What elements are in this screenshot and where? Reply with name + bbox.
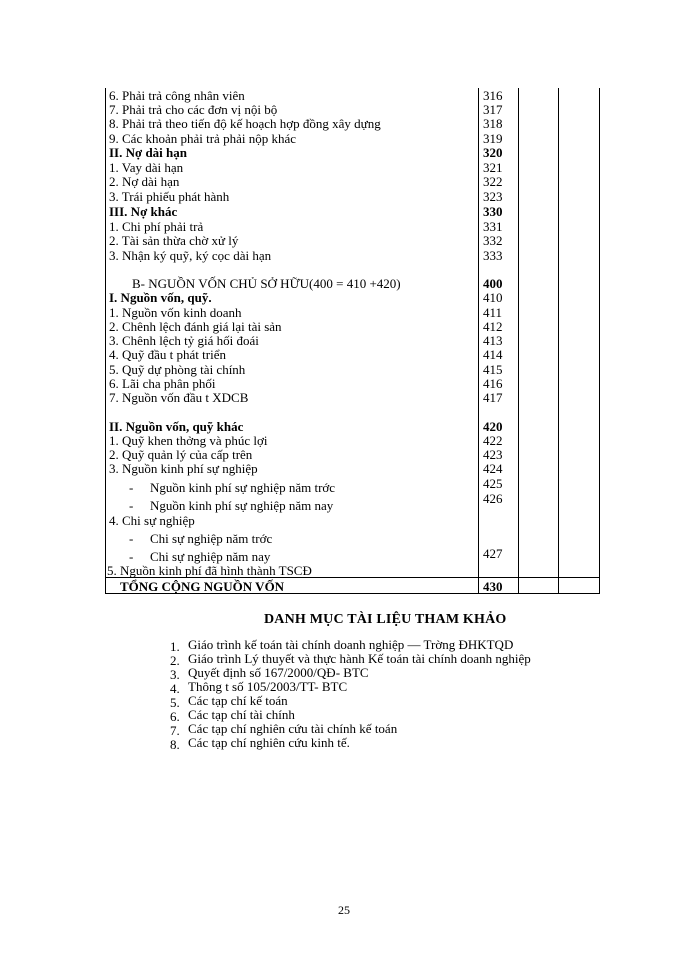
- row-label: 1. Vay dài hạn: [109, 160, 184, 175]
- balance-sheet-table: [105, 88, 600, 594]
- row-label: 5. Quỹ dự phòng tài chính: [109, 362, 246, 377]
- row-label: 3. Trái phiếu phát hành: [109, 189, 230, 204]
- row-code: 430: [483, 579, 503, 594]
- row-code: 422: [483, 433, 503, 448]
- row-label: 3. Nhận ký quỹ, ký cọc dài hạn: [109, 248, 272, 263]
- list-text: Các tạp chí tài chính: [188, 707, 295, 722]
- row-label: 1. Chi phí phải trả: [109, 219, 204, 234]
- row-label: I. Nguồn vốn, quỹ.: [109, 290, 212, 305]
- column-divider: [558, 88, 559, 593]
- row-code: 318: [483, 116, 503, 131]
- row-code: 412: [483, 319, 503, 334]
- row-code: 317: [483, 102, 503, 117]
- row-code: 332: [483, 233, 503, 248]
- row-label: Chi sự nghiệp năm trớc: [150, 531, 273, 546]
- list-number: 8.: [170, 737, 180, 752]
- row-code: 331: [483, 219, 503, 234]
- column-divider: [518, 88, 519, 593]
- row-label: 3. Nguồn kinh phí sự nghiệp: [109, 461, 258, 476]
- list-text: Giáo trình Lý thuyết và thực hành Kế toán tài chính doanh nghiệp: [188, 651, 531, 666]
- list-number: 4.: [170, 681, 180, 696]
- row-label: 1. Quỹ khen thởng và phúc lợi: [109, 433, 268, 448]
- row-code: 330: [483, 204, 503, 219]
- list-number: 6.: [170, 709, 180, 724]
- row-label: B- NGUỒN VỐN CHỦ SỞ HỮU(400 = 410 +420): [132, 276, 401, 291]
- row-code: 322: [483, 174, 503, 189]
- row-code: 424: [483, 461, 503, 476]
- row-code: 423: [483, 447, 503, 462]
- row-label: 2. Nợ dài hạn: [109, 174, 180, 189]
- row-label: II. Nguồn vốn, quỹ khác: [109, 419, 244, 434]
- row-label: 7. Phải trả cho các đơn vị nội bộ: [109, 102, 278, 117]
- row-code: 414: [483, 347, 503, 362]
- dash-bullet: -: [129, 498, 134, 513]
- row-code: 323: [483, 189, 503, 204]
- row-code: 427: [483, 546, 503, 561]
- list-text: Các tạp chí nghiên cứu kinh tế.: [188, 735, 350, 750]
- list-number: 7.: [170, 723, 180, 738]
- row-label: TỔNG CỘNG NGUỒN VỐN: [120, 579, 285, 594]
- row-label: 2. Quỹ quản lý của cấp trên: [109, 447, 253, 462]
- references-title: DANH MỤC TÀI LIỆU THAM KHẢO: [264, 612, 507, 627]
- row-label: 5. Nguồn kinh phí đã hình thành TSCĐ: [107, 563, 312, 578]
- row-code: 413: [483, 333, 503, 348]
- row-code: 410: [483, 290, 503, 305]
- page-number: 25: [338, 903, 350, 917]
- row-label: 8. Phải trả theo tiến độ kế hoạch hợp đồng xây dựng: [109, 116, 381, 131]
- list-number: 2.: [170, 653, 180, 668]
- row-label: 9. Các khoản phải trả phải nộp khác: [109, 131, 296, 146]
- list-number: 3.: [170, 667, 180, 682]
- column-divider: [478, 88, 479, 593]
- list-text: Thông t số 105/2003/TT- BTC: [188, 679, 348, 694]
- row-label: III. Nợ khác: [109, 204, 178, 219]
- list-text: Giáo trình kế toán tài chính doanh nghiệp — Trờng ĐHKTQD: [188, 637, 514, 652]
- row-label: 1. Nguồn vốn kinh doanh: [109, 305, 242, 320]
- row-label: 2. Tài sản thừa chờ xử lý: [109, 233, 239, 248]
- row-label: 6. Lãi cha phân phối: [109, 376, 216, 391]
- row-code: 417: [483, 390, 503, 405]
- row-code: 316: [483, 88, 503, 103]
- row-code: 415: [483, 362, 503, 377]
- list-text: Các tạp chí nghiên cứu tài chính kế toán: [188, 721, 398, 736]
- row-code: 411: [483, 305, 503, 320]
- row-label: Nguồn kinh phí sự nghiệp năm nay: [150, 498, 334, 513]
- row-label: 7. Nguồn vốn đầu t XDCB: [109, 390, 249, 405]
- row-label: Nguồn kinh phí sự nghiệp năm trớc: [150, 480, 336, 495]
- row-code: 320: [483, 145, 503, 160]
- row-label: 2. Chênh lệch đánh giá lại tài sản: [109, 319, 282, 334]
- row-label: 3. Chênh lệch tỷ giá hối đoái: [109, 333, 259, 348]
- dash-bullet: -: [129, 549, 134, 564]
- row-label: 6. Phải trả công nhân viên: [109, 88, 245, 103]
- row-code: 321: [483, 160, 503, 175]
- list-text: Các tạp chí kế toán: [188, 693, 288, 708]
- list-number: 5.: [170, 695, 180, 710]
- row-label: 4. Quỹ đầu t phát triển: [109, 347, 226, 362]
- row-code: 333: [483, 248, 503, 263]
- row-code: 420: [483, 419, 503, 434]
- row-label: Chi sự nghiệp năm nay: [150, 549, 271, 564]
- row-code: 425: [483, 476, 503, 491]
- list-text: Quyết định số 167/2000/QĐ- BTC: [188, 665, 369, 680]
- row-code: 416: [483, 376, 503, 391]
- row-code: 319: [483, 131, 503, 146]
- row-code: 426: [483, 491, 503, 506]
- row-label: 4. Chi sự nghiệp: [109, 513, 195, 528]
- dash-bullet: -: [129, 480, 134, 495]
- dash-bullet: -: [129, 531, 134, 546]
- row-label: II. Nợ dài hạn: [109, 145, 188, 160]
- row-code: 400: [483, 276, 503, 291]
- list-number: 1.: [170, 639, 180, 654]
